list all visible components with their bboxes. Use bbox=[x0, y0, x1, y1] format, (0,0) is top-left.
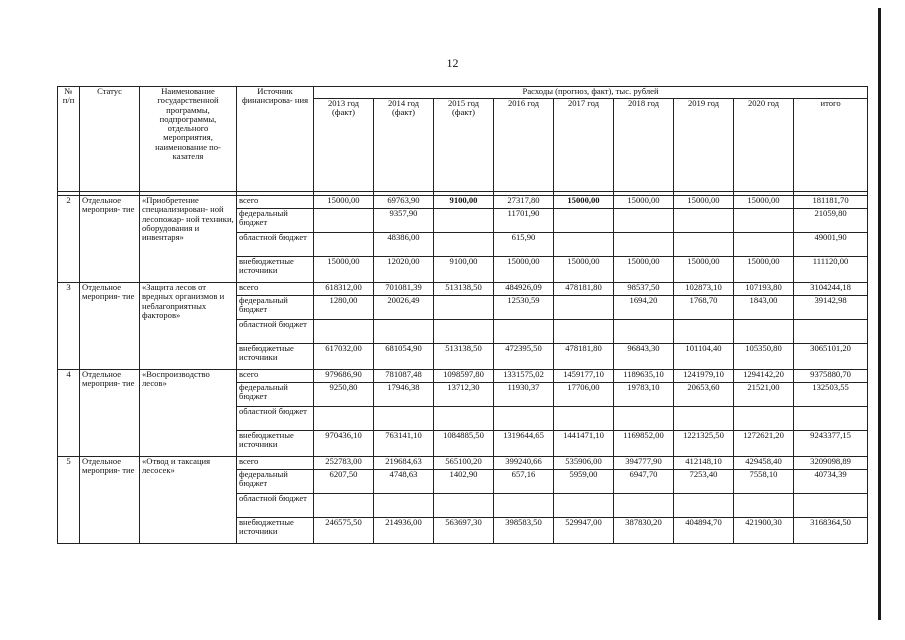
header-year: 2014 год (факт) bbox=[374, 99, 434, 192]
measure-name-cell: «Отвод и таксация лесосек» bbox=[140, 457, 237, 544]
total-value-cell bbox=[794, 320, 868, 344]
row-number: 5 bbox=[58, 457, 80, 544]
value-cell: 107193,80 bbox=[734, 283, 794, 296]
value-cell: 404894,70 bbox=[674, 518, 734, 544]
value-cell: 13712,30 bbox=[434, 383, 494, 407]
value-cell bbox=[734, 209, 794, 233]
scan-edge-line bbox=[878, 8, 881, 620]
funding-source-cell: всего bbox=[237, 457, 314, 470]
value-cell bbox=[374, 494, 434, 518]
value-cell bbox=[434, 494, 494, 518]
funding-source-cell: федеральный бюджет bbox=[237, 470, 314, 494]
value-cell: 618312,00 bbox=[314, 283, 374, 296]
total-value-cell: 40734,39 bbox=[794, 470, 868, 494]
value-cell: 15000,00 bbox=[554, 257, 614, 283]
funding-source-cell: областной бюджет bbox=[237, 233, 314, 257]
value-cell: 69763,90 bbox=[374, 196, 434, 209]
total-value-cell: 132503,55 bbox=[794, 383, 868, 407]
value-cell bbox=[734, 233, 794, 257]
header-year: 2019 год bbox=[674, 99, 734, 192]
measure-name-cell: «Приобретение специализирован- ной лесопожар- ной техники, оборудования и инвентаря» bbox=[140, 196, 237, 283]
value-cell: 6207,50 bbox=[314, 470, 374, 494]
value-cell bbox=[614, 407, 674, 431]
value-cell: 7558,10 bbox=[734, 470, 794, 494]
value-cell bbox=[434, 407, 494, 431]
value-cell: 657,16 bbox=[494, 470, 554, 494]
value-cell: 1189635,10 bbox=[614, 370, 674, 383]
value-cell: 246575,50 bbox=[314, 518, 374, 544]
funding-source-cell: внебюджетные источники bbox=[237, 518, 314, 544]
value-cell: 1241979,10 bbox=[674, 370, 734, 383]
status-cell: Отдельное мероприя- тие bbox=[80, 457, 140, 544]
header-total: итого bbox=[794, 99, 868, 192]
status-cell: Отдельное мероприя- тие bbox=[80, 370, 140, 457]
value-cell: 15000,00 bbox=[674, 196, 734, 209]
value-cell bbox=[614, 209, 674, 233]
value-cell: 1272621,20 bbox=[734, 431, 794, 457]
value-cell: 9357,90 bbox=[374, 209, 434, 233]
total-value-cell: 3209098,89 bbox=[794, 457, 868, 470]
total-value-cell bbox=[794, 494, 868, 518]
value-cell: 1694,20 bbox=[614, 296, 674, 320]
value-cell bbox=[314, 494, 374, 518]
value-cell: 484926,09 bbox=[494, 283, 554, 296]
value-cell: 513138,50 bbox=[434, 344, 494, 370]
value-cell: 513138,50 bbox=[434, 283, 494, 296]
total-value-cell: 39142,98 bbox=[794, 296, 868, 320]
value-cell: 399240,66 bbox=[494, 457, 554, 470]
value-cell bbox=[614, 320, 674, 344]
total-value-cell: 3065101,20 bbox=[794, 344, 868, 370]
value-cell: 7253,40 bbox=[674, 470, 734, 494]
value-cell: 681054,90 bbox=[374, 344, 434, 370]
header-row-1 bbox=[58, 87, 868, 99]
value-cell: 15000,00 bbox=[734, 196, 794, 209]
value-cell: 9100,00 bbox=[434, 257, 494, 283]
total-value-cell: 21059,80 bbox=[794, 209, 868, 233]
funding-source-cell: областной бюджет bbox=[237, 407, 314, 431]
value-cell: 763141,10 bbox=[374, 431, 434, 457]
value-cell: 15000,00 bbox=[554, 196, 614, 209]
table-row bbox=[58, 370, 868, 383]
value-cell bbox=[614, 494, 674, 518]
value-cell bbox=[494, 320, 554, 344]
value-cell: 529947,00 bbox=[554, 518, 614, 544]
value-cell: 15000,00 bbox=[674, 257, 734, 283]
value-cell bbox=[554, 407, 614, 431]
value-cell bbox=[734, 320, 794, 344]
value-cell: 1331575,02 bbox=[494, 370, 554, 383]
value-cell: 1084885,50 bbox=[434, 431, 494, 457]
value-cell: 563697,30 bbox=[434, 518, 494, 544]
value-cell: 1098597,80 bbox=[434, 370, 494, 383]
header-name: Наименование государственной программы, подпрограммы, отдельного мероприятия, наименование по- казателя bbox=[140, 87, 237, 192]
value-cell bbox=[554, 209, 614, 233]
value-cell: 15000,00 bbox=[734, 257, 794, 283]
value-cell: 17706,00 bbox=[554, 383, 614, 407]
funding-source-cell: областной бюджет bbox=[237, 494, 314, 518]
value-cell bbox=[434, 209, 494, 233]
funding-source-cell: внебюджетные источники bbox=[237, 344, 314, 370]
measure-name-cell: «Защита лесов от вредных организмов и неблагоприятных факторов» bbox=[140, 283, 237, 370]
header-status: Статус bbox=[80, 87, 140, 192]
total-value-cell: 49001,90 bbox=[794, 233, 868, 257]
value-cell: 214936,00 bbox=[374, 518, 434, 544]
value-cell bbox=[314, 233, 374, 257]
value-cell: 15000,00 bbox=[614, 257, 674, 283]
page-number: 12 bbox=[446, 56, 459, 70]
value-cell: 15000,00 bbox=[494, 257, 554, 283]
value-cell: 970436,10 bbox=[314, 431, 374, 457]
value-cell bbox=[494, 494, 554, 518]
status-cell: Отдельное мероприя- тие bbox=[80, 196, 140, 283]
value-cell: 781087,48 bbox=[374, 370, 434, 383]
value-cell bbox=[674, 320, 734, 344]
value-cell: 96843,30 bbox=[614, 344, 674, 370]
value-cell: 617032,00 bbox=[314, 344, 374, 370]
value-cell bbox=[434, 296, 494, 320]
value-cell: 98537,50 bbox=[614, 283, 674, 296]
value-cell bbox=[554, 494, 614, 518]
value-cell: 17946,38 bbox=[374, 383, 434, 407]
total-value-cell: 9243377,15 bbox=[794, 431, 868, 457]
value-cell: 19783,10 bbox=[614, 383, 674, 407]
header-expenses: Расходы (прогноз, факт), тыс. рублей bbox=[314, 87, 868, 99]
value-cell: 1459177,10 bbox=[554, 370, 614, 383]
value-cell: 478181,80 bbox=[554, 283, 614, 296]
value-cell: 219684,63 bbox=[374, 457, 434, 470]
funding-source-cell: внебюджетные источники bbox=[237, 431, 314, 457]
funding-source-cell: всего bbox=[237, 283, 314, 296]
value-cell: 20653,60 bbox=[674, 383, 734, 407]
value-cell: 472395,50 bbox=[494, 344, 554, 370]
value-cell: 398583,50 bbox=[494, 518, 554, 544]
value-cell bbox=[554, 320, 614, 344]
value-cell: 1768,70 bbox=[674, 296, 734, 320]
measure-name-cell: «Воспроизводство лесов» bbox=[140, 370, 237, 457]
funding-source-cell: всего bbox=[237, 370, 314, 383]
value-cell: 1280,00 bbox=[314, 296, 374, 320]
value-cell: 421900,30 bbox=[734, 518, 794, 544]
value-cell bbox=[674, 209, 734, 233]
header-num: № п/п bbox=[58, 87, 80, 192]
value-cell: 1441471,10 bbox=[554, 431, 614, 457]
value-cell bbox=[554, 296, 614, 320]
value-cell bbox=[314, 407, 374, 431]
value-cell bbox=[614, 233, 674, 257]
value-cell: 387830,20 bbox=[614, 518, 674, 544]
value-cell: 102873,10 bbox=[674, 283, 734, 296]
total-value-cell: 9375880,70 bbox=[794, 370, 868, 383]
value-cell: 15000,00 bbox=[314, 257, 374, 283]
value-cell: 1169852,00 bbox=[614, 431, 674, 457]
value-cell: 15000,00 bbox=[614, 196, 674, 209]
funding-source-cell: всего bbox=[237, 196, 314, 209]
value-cell: 412148,10 bbox=[674, 457, 734, 470]
value-cell bbox=[434, 320, 494, 344]
value-cell bbox=[734, 494, 794, 518]
value-cell: 12020,00 bbox=[374, 257, 434, 283]
header-year: 2018 год bbox=[614, 99, 674, 192]
value-cell: 478181,80 bbox=[554, 344, 614, 370]
value-cell: 701081,39 bbox=[374, 283, 434, 296]
value-cell: 1319644,65 bbox=[494, 431, 554, 457]
value-cell bbox=[434, 233, 494, 257]
value-cell: 565100,20 bbox=[434, 457, 494, 470]
table-row bbox=[58, 196, 868, 209]
value-cell: 9250,80 bbox=[314, 383, 374, 407]
value-cell bbox=[554, 233, 614, 257]
table-row bbox=[58, 283, 868, 296]
header-year: 2020 год bbox=[734, 99, 794, 192]
total-value-cell bbox=[794, 407, 868, 431]
funding-source-cell: федеральный бюджет bbox=[237, 383, 314, 407]
value-cell: 1221325,50 bbox=[674, 431, 734, 457]
value-cell bbox=[494, 407, 554, 431]
funding-source-cell: федеральный бюджет bbox=[237, 209, 314, 233]
value-cell: 27317,80 bbox=[494, 196, 554, 209]
header-year: 2013 год (факт) bbox=[314, 99, 374, 192]
value-cell: 9100,00 bbox=[434, 196, 494, 209]
value-cell: 12530,59 bbox=[494, 296, 554, 320]
value-cell: 48386,00 bbox=[374, 233, 434, 257]
header-year: 2015 год (факт) bbox=[434, 99, 494, 192]
row-number: 4 bbox=[58, 370, 80, 457]
value-cell: 105350,80 bbox=[734, 344, 794, 370]
value-cell: 394777,90 bbox=[614, 457, 674, 470]
value-cell bbox=[374, 320, 434, 344]
value-cell bbox=[674, 233, 734, 257]
status-cell: Отдельное мероприя- тие bbox=[80, 283, 140, 370]
value-cell: 4748,63 bbox=[374, 470, 434, 494]
total-value-cell: 3168364,50 bbox=[794, 518, 868, 544]
table-row bbox=[58, 457, 868, 470]
value-cell: 535906,00 bbox=[554, 457, 614, 470]
value-cell bbox=[314, 209, 374, 233]
value-cell: 11930,37 bbox=[494, 383, 554, 407]
value-cell: 1843,00 bbox=[734, 296, 794, 320]
value-cell: 252783,00 bbox=[314, 457, 374, 470]
value-cell: 101104,40 bbox=[674, 344, 734, 370]
value-cell: 21521,00 bbox=[734, 383, 794, 407]
value-cell bbox=[674, 494, 734, 518]
value-cell: 20026,49 bbox=[374, 296, 434, 320]
header-year: 2017 год bbox=[554, 99, 614, 192]
header-year: 2016 год bbox=[494, 99, 554, 192]
row-number: 3 bbox=[58, 283, 80, 370]
total-value-cell: 3104244,18 bbox=[794, 283, 868, 296]
total-value-cell: 181181,70 bbox=[794, 196, 868, 209]
value-cell: 979686,90 bbox=[314, 370, 374, 383]
value-cell bbox=[314, 320, 374, 344]
value-cell: 1402,90 bbox=[434, 470, 494, 494]
header-source: Источник финансирова- ния bbox=[237, 87, 314, 192]
value-cell: 1294142,20 bbox=[734, 370, 794, 383]
value-cell bbox=[674, 407, 734, 431]
row-number: 2 bbox=[58, 196, 80, 283]
value-cell bbox=[734, 407, 794, 431]
value-cell: 5959,00 bbox=[554, 470, 614, 494]
value-cell: 15000,00 bbox=[314, 196, 374, 209]
value-cell: 11701,90 bbox=[494, 209, 554, 233]
total-value-cell: 111120,00 bbox=[794, 257, 868, 283]
funding-source-cell: областной бюджет bbox=[237, 320, 314, 344]
value-cell: 615,90 bbox=[494, 233, 554, 257]
value-cell: 6947,70 bbox=[614, 470, 674, 494]
expenses-table bbox=[57, 86, 868, 544]
value-cell: 429458,40 bbox=[734, 457, 794, 470]
funding-source-cell: федеральный бюджет bbox=[237, 296, 314, 320]
funding-source-cell: внебюджетные источники bbox=[237, 257, 314, 283]
value-cell bbox=[374, 407, 434, 431]
